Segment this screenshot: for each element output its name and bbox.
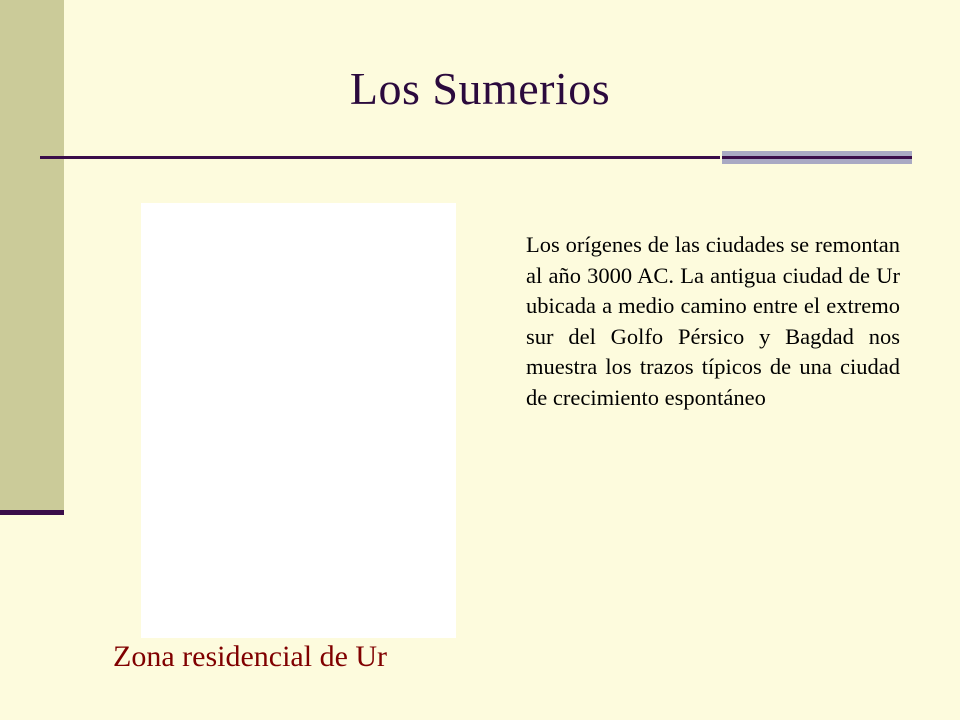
slide-title: Los Sumerios (349, 63, 611, 114)
image-caption: Zona residencial de Ur (113, 640, 388, 673)
body-text: Los orígenes de las ciudades se remontan al año 3000 AC. La antigua ciudad de Ur ubicada a medio camino entre el extremo sur del Golfo Pérsico y Bagdad nos muestra los trazos típicos de una ciudad de crecimiento espontáneo (526, 232, 900, 410)
title-divider-accent (722, 151, 912, 164)
city-map-image (141, 203, 456, 638)
title-divider (40, 156, 720, 159)
left-accent-bar-cap (0, 510, 64, 515)
